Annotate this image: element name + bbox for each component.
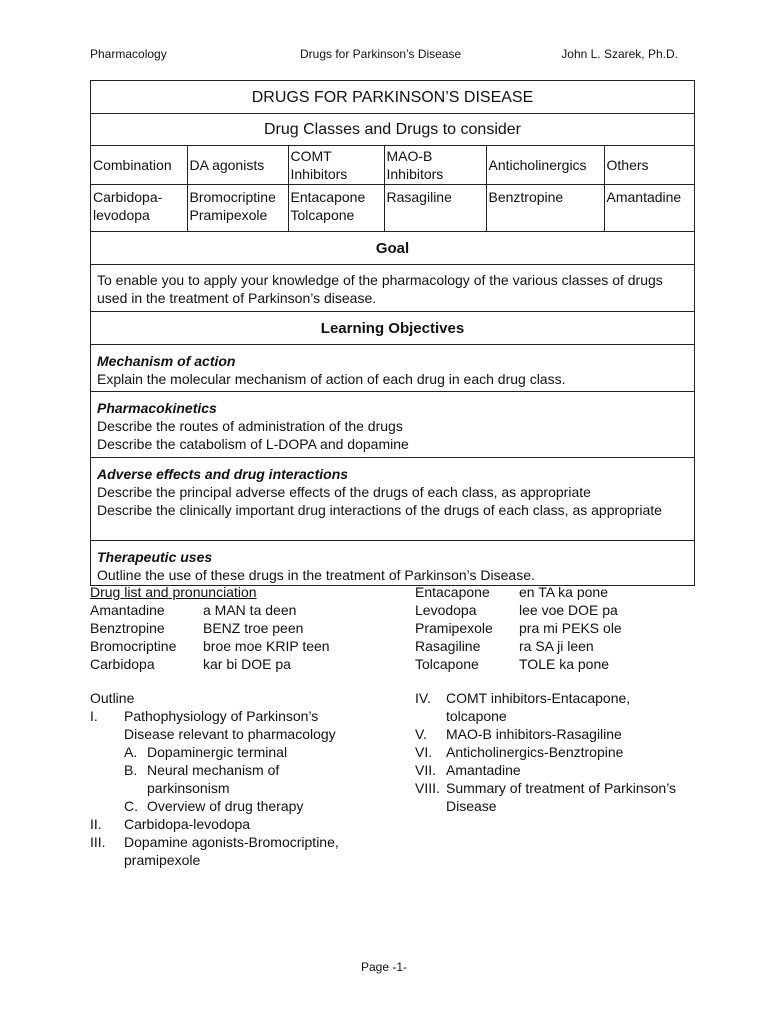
drug-pronunciation-row [415,637,715,655]
class-header-cell: DA agonists [187,146,288,185]
drug-name: Pramipexole [415,620,493,636]
outline-text [124,707,336,743]
drug-pronunciation-row [90,601,390,619]
drug-name: Carbidopa- [93,189,163,205]
page-header [90,46,678,62]
drug-pronunciation: a MAN ta deen [203,602,297,618]
drug-pronunciation: pra mi PEKS ole [519,620,622,636]
drug-name: Amantadine [606,189,682,205]
outline-text-line: Neural mechanism of [147,762,280,778]
drug-name: Rasagiline [386,189,452,205]
class-header-line: Inhibitors [290,166,348,182]
objective-heading: Pharmacokinetics [97,399,217,416]
drug-pronunciation: en TA ka pone [519,584,608,600]
drug-classes-table [91,146,694,231]
goal-heading: Goal [91,232,694,265]
drug-pronunciation: kar bi DOE pa [203,656,291,672]
drug-name: Benztropine [90,620,165,636]
objective-line: Describe the clinically important drug interactions of the drugs of each class, as appropriate [97,501,662,518]
summary-box [90,80,695,586]
class-header-line: COMT [290,148,332,164]
outline-subitem [90,797,390,815]
outline-text-line: Dopaminergic terminal [147,744,288,760]
drug-name: Bromocriptine [90,638,177,654]
drug-list-left [90,583,390,673]
drug-pronunciation-row [415,601,715,619]
drug-name: levodopa [93,207,150,223]
outline-text-line: COMT inhibitors-Entacapone, [446,690,631,706]
drug-classes-table-row [91,146,694,232]
class-drugs-cell [288,185,384,231]
outline-heading: Outline [90,690,135,706]
outline-text-line: Dopamine agonists-Bromocriptine, [124,834,339,850]
objective-line: Explain the molecular mechanism of action of each drug in each drug class. [97,370,566,387]
drug-name: Bromocriptine [189,189,276,205]
objective-heading: Therapeutic uses [97,548,213,565]
header-course: Pharmacology [90,47,167,61]
outline-text-line: MAO-B inhibitors-Rasagiline [446,726,622,742]
class-drugs-cell [384,185,486,231]
outline-number: II. [90,816,102,832]
outline-sub-letter: C. [124,798,138,814]
objective-line: Describe the principal adverse effects of the drugs of each class, as appropriate [97,483,591,500]
class-drugs-cell [486,185,604,231]
outline-text-line: Amantadine [446,762,521,778]
outline-text-line: Summary of treatment of Parkinson’s [446,780,677,796]
outline-text-line: Anticholinergics-Benztropine [446,744,624,760]
drug-name: Benztropine [488,189,564,205]
drug-name: Rasagiline [415,638,481,654]
drug-classes-subtitle: Drug Classes and Drugs to consider [91,114,694,146]
outline-right [415,689,715,815]
outline-number: VIII. [415,780,440,796]
outline-number: VI. [415,744,433,760]
class-drugs-cell [604,185,694,231]
drug-name: Carbidopa [90,656,155,672]
drug-name: Amantadine [90,602,165,618]
outline-item [90,707,390,743]
outline-text-line: Overview of drug therapy [147,798,304,814]
document-title: DRUGS FOR PARKINSON’S DISEASE [91,81,694,114]
outline-text-line: Disease [446,798,497,814]
drug-name: Entacapone [290,189,366,205]
outline-number: I. [90,708,98,724]
outline-text [147,761,279,797]
class-header-cell [288,146,384,185]
outline-text [446,779,676,815]
drug-name: Tolcapone [415,656,479,672]
drug-pronunciation-row [90,655,390,673]
outline-text-line: Pathophysiology of Parkinson’s [124,708,319,724]
drug-name: Pramipexole [189,207,268,223]
objective-adverse-effects [91,458,694,541]
outline-item [415,725,715,743]
goal-text: To enable you to apply your knowledge of the pharmacology of the various classes of drugs used in the treatment of Parkinson’s disease. [91,265,694,312]
outline-item [90,833,390,869]
class-header-cell: Others [604,146,694,185]
drug-name: Levodopa [415,602,477,618]
outline-text [124,833,339,869]
outline-text-line: pramipexole [124,852,201,868]
objectives-heading: Learning Objectives [91,312,694,345]
drug-list-right [415,583,715,673]
outline-text-line: parkinsonism [147,780,230,796]
objective-heading: Mechanism of action [97,352,236,369]
drug-pronunciation: ra SA ji leen [519,638,594,654]
outline-item [415,689,715,725]
class-header-row [91,146,694,185]
drug-name: Entacapone [415,584,490,600]
outline-text [446,689,630,725]
objective-line: Outline the use of these drugs in the treatment of Parkinson’s Disease. [97,566,535,583]
drug-pronunciation-row [90,637,390,655]
outline-item [415,761,715,779]
drug-pronunciation-row [415,655,715,673]
outline-number: III. [90,834,106,850]
outline-text-line: Carbidopa-levodopa [124,816,251,832]
class-drugs-row [91,185,694,231]
page-number: Page -1- [360,960,408,974]
drug-pronunciation: BENZ troe peen [203,620,304,636]
outline-text-line: tolcapone [446,708,507,724]
drug-name: Tolcapone [290,207,355,223]
header-topic: Drugs for Parkinson’s Disease [300,47,462,61]
class-drugs-cell [187,185,288,231]
class-header-cell: Anticholinergics [486,146,604,185]
objective-heading: Adverse effects and drug interactions [97,465,349,482]
objective-line: Describe the catabolism of L-DOPA and dopamine [97,435,409,452]
class-drugs-cell [91,185,187,231]
outline-item [415,743,715,761]
outline-item [90,815,390,833]
class-header-line: Inhibitors [386,166,444,182]
class-header-cell: Combination [91,146,187,185]
objective-pharmacokinetics [91,392,694,458]
outline-number: IV. [415,690,431,706]
drug-pronunciation-row [415,619,715,637]
class-header-cell [384,146,486,185]
drug-pronunciation: broe moe KRIP teen [203,638,330,654]
outline-sub-letter: B. [124,762,138,778]
header-author: John L. Szarek, Ph.D. [561,47,678,61]
objective-mechanism [91,345,694,392]
outline-subitem [90,743,390,761]
drug-pronunciation-row [90,619,390,637]
drug-pronunciation-row [415,583,715,601]
outline-sub-letter: A. [124,744,138,760]
outline-item [415,779,715,815]
drug-list-heading: Drug list and pronunciation [90,584,257,600]
outline-left [90,689,390,869]
drug-pronunciation: lee voe DOE pa [519,602,618,618]
outline-subitem [90,761,390,797]
outline-text-line: Disease relevant to pharmacology [124,726,336,742]
class-header-line: MAO-B [386,148,433,164]
objective-line: Describe the routes of administration of the drugs [97,417,403,434]
objective-therapeutic-uses [91,541,694,585]
outline-number: V. [415,726,427,742]
drug-pronunciation: TOLE ka pone [519,656,610,672]
outline-number: VII. [415,762,437,778]
